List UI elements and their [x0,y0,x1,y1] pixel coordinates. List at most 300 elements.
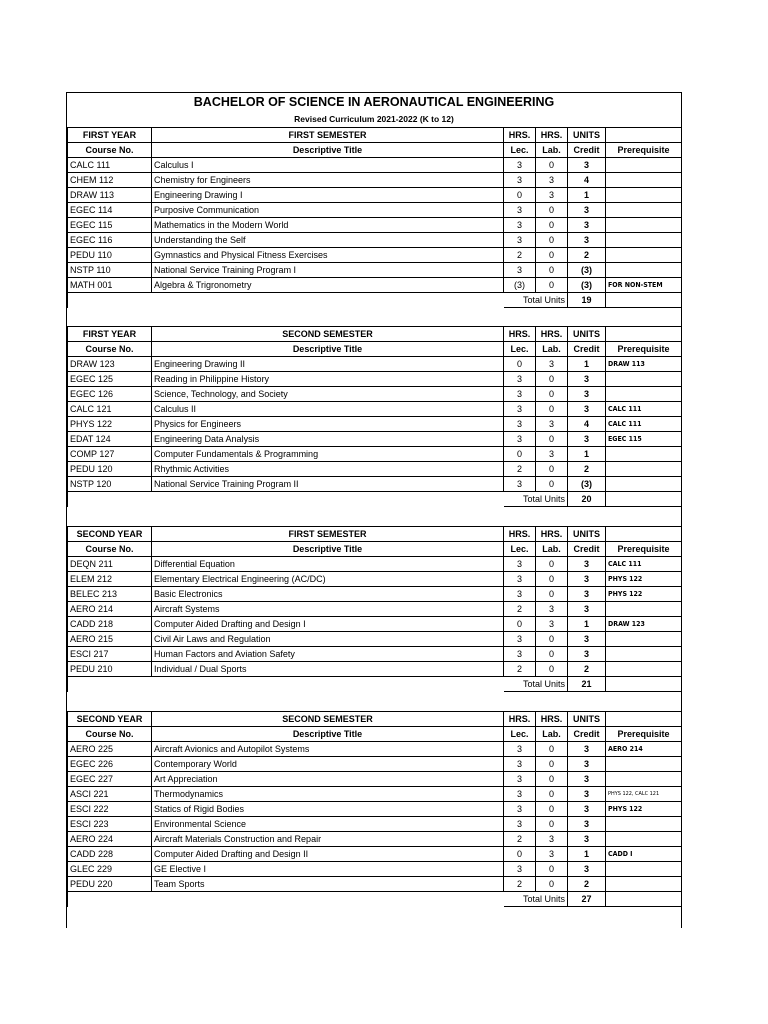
lec-hours: 0 [504,847,536,862]
lec-hours: 3 [504,173,536,188]
blank-cell [68,492,504,507]
lec-hours: 2 [504,602,536,617]
table-row [68,787,682,802]
course-no-header: Course No. [68,342,152,357]
prerequisite [606,372,682,387]
units-header: UNITS [568,128,606,143]
table-row [68,432,682,447]
lec-hours: 3 [504,862,536,877]
hrs-header: HRS. [536,327,568,342]
course-title: Statics of Rigid Bodies [152,802,504,817]
course-code: EGEC 114 [68,203,152,218]
course-no-header: Course No. [68,143,152,158]
course-code: AERO 215 [68,632,152,647]
credit-units: 2 [568,877,606,892]
lab-header: Lab. [536,727,568,742]
course-no-header: Course No. [68,727,152,742]
course-code: ASCI 221 [68,787,152,802]
prerequisite [606,158,682,173]
credit-units: 1 [568,357,606,372]
prerequisite [606,632,682,647]
prerequisite: AERO 214 [606,742,682,757]
lec-hours: 3 [504,817,536,832]
credit-units: 3 [568,832,606,847]
course-title: Basic Electronics [152,587,504,602]
prerequisite: CALC 111 [606,402,682,417]
course-title: Understanding the Self [152,233,504,248]
course-code: PEDU 110 [68,248,152,263]
lec-hours: 3 [504,757,536,772]
table-row [68,617,682,632]
prerequisite: PHYS 122 [606,572,682,587]
prerequisite [606,817,682,832]
lab-hours: 0 [536,432,568,447]
units-header: UNITS [568,712,606,727]
lab-hours: 0 [536,772,568,787]
blank-cell [68,892,504,907]
course-code: ESCI 222 [68,802,152,817]
table-row [68,263,682,278]
lab-header: Lab. [536,143,568,158]
lab-hours: 0 [536,387,568,402]
hrs-header: HRS. [504,712,536,727]
prerequisite: PHYS 122, CALC 121 [606,787,682,802]
credit-units: 3 [568,817,606,832]
lec-hours: 3 [504,587,536,602]
course-title: Contemporary World [152,757,504,772]
lab-hours: 0 [536,877,568,892]
table-row [68,417,682,432]
table-row [68,757,682,772]
course-title: Human Factors and Aviation Safety [152,647,504,662]
lec-hours: 3 [504,417,536,432]
course-code: EGEC 115 [68,218,152,233]
lec-hours: 3 [504,203,536,218]
lab-hours: 0 [536,477,568,492]
lec-hours: 2 [504,832,536,847]
prerequisite [606,772,682,787]
total-row [68,293,682,308]
prerequisite-header: Prerequisite [606,727,682,742]
total-units-value: 27 [568,892,606,907]
semester-label: FIRST SEMESTER [152,128,504,143]
lab-hours: 0 [536,587,568,602]
course-title: Physics for Engineers [152,417,504,432]
semester-table [67,711,682,907]
prerequisite [606,263,682,278]
table-row [68,847,682,862]
prerequisite: DRAW 113 [606,357,682,372]
prerequisite [606,602,682,617]
course-title: Reading in Philippine History [152,372,504,387]
lec-hours: 3 [504,772,536,787]
course-title: Calculus I [152,158,504,173]
lec-hours: 2 [504,877,536,892]
course-code: PHYS 122 [68,417,152,432]
table-row [68,772,682,787]
lec-hours: 2 [504,462,536,477]
blank-cell [606,492,682,507]
course-code: AERO 225 [68,742,152,757]
course-code: CHEM 112 [68,173,152,188]
prerequisite [606,447,682,462]
table-row [68,647,682,662]
course-code: DEQN 211 [68,557,152,572]
table-row [68,477,682,492]
course-code: ESCI 217 [68,647,152,662]
total-units-label: Total Units [504,677,568,692]
lec-hours: 3 [504,372,536,387]
course-code: ESCI 223 [68,817,152,832]
credit-units: 3 [568,233,606,248]
prerequisite [606,462,682,477]
lab-hours: 3 [536,617,568,632]
blank-cell [68,293,504,308]
credit-units: 2 [568,248,606,263]
blank-cell [606,712,682,727]
lab-header: Lab. [536,542,568,557]
credit-units: 3 [568,802,606,817]
table-row [68,877,682,892]
table-row [68,357,682,372]
lab-hours: 3 [536,847,568,862]
lec-header: Lec. [504,143,536,158]
course-code: CADD 218 [68,617,152,632]
lec-header: Lec. [504,727,536,742]
prerequisite [606,248,682,263]
table-row [68,602,682,617]
course-code: EGEC 116 [68,233,152,248]
course-title: Differential Equation [152,557,504,572]
total-units-label: Total Units [504,293,568,308]
units-header: UNITS [568,327,606,342]
lec-hours: 3 [504,233,536,248]
header-row [68,542,682,557]
lec-hours: 3 [504,802,536,817]
course-title: Thermodynamics [152,787,504,802]
table-row [68,557,682,572]
credit-header: Credit [568,342,606,357]
course-code: DRAW 123 [68,357,152,372]
credit-units: 3 [568,557,606,572]
blank-cell [606,892,682,907]
credit-units: 3 [568,158,606,173]
course-title: Purposive Communication [152,203,504,218]
total-row [68,677,682,692]
lab-hours: 3 [536,188,568,203]
course-title: National Service Training Program II [152,477,504,492]
course-title: Individual / Dual Sports [152,662,504,677]
lab-hours: 0 [536,632,568,647]
course-title: Chemistry for Engineers [152,173,504,188]
descriptive-title-header: Descriptive Title [152,542,504,557]
year-label: SECOND YEAR [68,527,152,542]
lab-hours: 0 [536,662,568,677]
lab-hours: 0 [536,802,568,817]
semester-table [67,326,682,507]
credit-header: Credit [568,727,606,742]
units-header: UNITS [568,527,606,542]
lab-hours: 0 [536,647,568,662]
table-row [68,802,682,817]
course-code: NSTP 120 [68,477,152,492]
blank-cell [606,527,682,542]
course-code: CADD 228 [68,847,152,862]
credit-units: 3 [568,772,606,787]
course-title: Computer Aided Drafting and Design I [152,617,504,632]
course-title: Civil Air Laws and Regulation [152,632,504,647]
credit-units: 3 [568,787,606,802]
semester-label: SECOND SEMESTER [152,327,504,342]
hrs-header: HRS. [536,128,568,143]
table-row [68,632,682,647]
course-code: CALC 111 [68,158,152,173]
prerequisite: PHYS 122 [606,587,682,602]
lab-hours: 0 [536,402,568,417]
table-row [68,218,682,233]
credit-units: 3 [568,402,606,417]
lab-hours: 3 [536,447,568,462]
hrs-header: HRS. [536,527,568,542]
blank-cell [606,128,682,143]
prerequisite [606,173,682,188]
total-units-value: 21 [568,677,606,692]
lab-hours: 0 [536,218,568,233]
credit-units: (3) [568,263,606,278]
credit-units: 1 [568,447,606,462]
prerequisite [606,233,682,248]
course-code: BELEC 213 [68,587,152,602]
lec-hours: 2 [504,662,536,677]
lec-hours: 0 [504,188,536,203]
credit-units: 3 [568,587,606,602]
lab-hours: 0 [536,278,568,293]
lec-hours: 0 [504,447,536,462]
credit-units: 3 [568,647,606,662]
course-code: CALC 121 [68,402,152,417]
course-code: PEDU 220 [68,877,152,892]
lab-hours: 0 [536,462,568,477]
course-code: AERO 224 [68,832,152,847]
credit-units: (3) [568,278,606,293]
table-row [68,203,682,218]
credit-units: 3 [568,203,606,218]
lec-hours: 3 [504,557,536,572]
lec-hours: 3 [504,432,536,447]
table-row [68,402,682,417]
prerequisite: CALC 111 [606,417,682,432]
course-title: Calculus II [152,402,504,417]
lab-hours: 3 [536,173,568,188]
semester-table [67,526,682,692]
prerequisite [606,757,682,772]
credit-units: 1 [568,188,606,203]
prerequisite [606,203,682,218]
credit-header: Credit [568,542,606,557]
year-label: FIRST YEAR [68,327,152,342]
course-code: PEDU 210 [68,662,152,677]
course-code: EDAT 124 [68,432,152,447]
lec-hours: 3 [504,572,536,587]
hrs-header: HRS. [504,327,536,342]
lec-header: Lec. [504,542,536,557]
lec-hours: 0 [504,617,536,632]
course-title: Aircraft Avionics and Autopilot Systems [152,742,504,757]
total-row [68,492,682,507]
semester-label: SECOND SEMESTER [152,712,504,727]
header-row [68,727,682,742]
course-code: EGEC 227 [68,772,152,787]
lab-hours: 0 [536,372,568,387]
lec-hours: 3 [504,647,536,662]
lec-hours: 3 [504,632,536,647]
year-label: FIRST YEAR [68,128,152,143]
prerequisite [606,387,682,402]
blank-cell [606,327,682,342]
lab-hours: 3 [536,602,568,617]
table-row [68,173,682,188]
header-row [68,128,682,143]
lec-hours: 3 [504,158,536,173]
course-title: Art Appreciation [152,772,504,787]
lab-hours: 0 [536,862,568,877]
table-row [68,832,682,847]
prerequisite: PHYS 122 [606,802,682,817]
lab-hours: 0 [536,248,568,263]
course-title: Environmental Science [152,817,504,832]
credit-units: 3 [568,757,606,772]
total-row [68,892,682,907]
table-row [68,587,682,602]
credit-units: 1 [568,617,606,632]
credit-units: 2 [568,462,606,477]
lab-header: Lab. [536,342,568,357]
prerequisite: FOR NON-STEM [606,278,682,293]
lab-hours: 0 [536,572,568,587]
credit-units: 4 [568,173,606,188]
course-code: EGEC 125 [68,372,152,387]
lec-hours: 3 [504,263,536,278]
credit-units: 3 [568,632,606,647]
course-code: COMP 127 [68,447,152,462]
credit-units: 4 [568,417,606,432]
header-row [68,342,682,357]
course-code: EGEC 126 [68,387,152,402]
course-code: AERO 214 [68,602,152,617]
prerequisite [606,477,682,492]
course-title: Algebra & Trigronometry [152,278,504,293]
credit-units: 1 [568,847,606,862]
course-title: National Service Training Program I [152,263,504,278]
course-title: Gymnastics and Physical Fitness Exercises [152,248,504,263]
descriptive-title-header: Descriptive Title [152,143,504,158]
prerequisite [606,647,682,662]
prerequisite: EGEC 115 [606,432,682,447]
table-row [68,817,682,832]
lec-header: Lec. [504,342,536,357]
course-title: Computer Fundamentals & Programming [152,447,504,462]
course-code: DRAW 113 [68,188,152,203]
credit-units: 3 [568,862,606,877]
course-title: Engineering Drawing I [152,188,504,203]
course-title: Elementary Electrical Engineering (AC/DC) [152,572,504,587]
lab-hours: 0 [536,757,568,772]
table-row [68,572,682,587]
table-row [68,372,682,387]
table-row [68,278,682,293]
table-row [68,248,682,263]
course-title: GE Elective I [152,862,504,877]
lec-hours: (3) [504,278,536,293]
course-title: Engineering Drawing II [152,357,504,372]
course-no-header: Course No. [68,542,152,557]
course-code: PEDU 120 [68,462,152,477]
lab-hours: 0 [536,557,568,572]
prerequisite-header: Prerequisite [606,342,682,357]
table-row [68,462,682,477]
lab-hours: 3 [536,832,568,847]
prerequisite [606,877,682,892]
descriptive-title-header: Descriptive Title [152,727,504,742]
prerequisite: CADD I [606,847,682,862]
lab-hours: 0 [536,233,568,248]
course-code: GLEC 229 [68,862,152,877]
lab-hours: 3 [536,357,568,372]
course-title: Aircraft Materials Construction and Repair [152,832,504,847]
header-row [68,712,682,727]
table-row [68,742,682,757]
header-row [68,527,682,542]
credit-units: 3 [568,432,606,447]
table-row [68,387,682,402]
lab-hours: 0 [536,263,568,278]
course-title: Aircraft Systems [152,602,504,617]
table-row [68,233,682,248]
credit-units: 3 [568,387,606,402]
hrs-header: HRS. [504,527,536,542]
prerequisite [606,662,682,677]
hrs-header: HRS. [536,712,568,727]
lec-hours: 3 [504,218,536,233]
course-code: ELEM 212 [68,572,152,587]
lab-hours: 0 [536,158,568,173]
prerequisite [606,218,682,233]
lec-hours: 3 [504,742,536,757]
prerequisite: CALC 111 [606,557,682,572]
course-title: Engineering Data Analysis [152,432,504,447]
hrs-header: HRS. [504,128,536,143]
blank-cell [606,293,682,308]
credit-units: 2 [568,662,606,677]
year-label: SECOND YEAR [68,712,152,727]
course-title: Science, Technology, and Society [152,387,504,402]
lab-hours: 0 [536,817,568,832]
credit-units: 3 [568,602,606,617]
semester-table [67,127,682,308]
table-row [68,188,682,203]
total-units-value: 20 [568,492,606,507]
page-title: BACHELOR OF SCIENCE IN AERONAUTICAL ENGINEERING [193,95,555,109]
credit-units: 3 [568,742,606,757]
lec-hours: 3 [504,787,536,802]
lab-hours: 0 [536,203,568,218]
lec-hours: 3 [504,402,536,417]
course-code: NSTP 110 [68,263,152,278]
total-units-label: Total Units [504,492,568,507]
credit-header: Credit [568,143,606,158]
prerequisite: DRAW 123 [606,617,682,632]
course-title: Rhythmic Activities [152,462,504,477]
